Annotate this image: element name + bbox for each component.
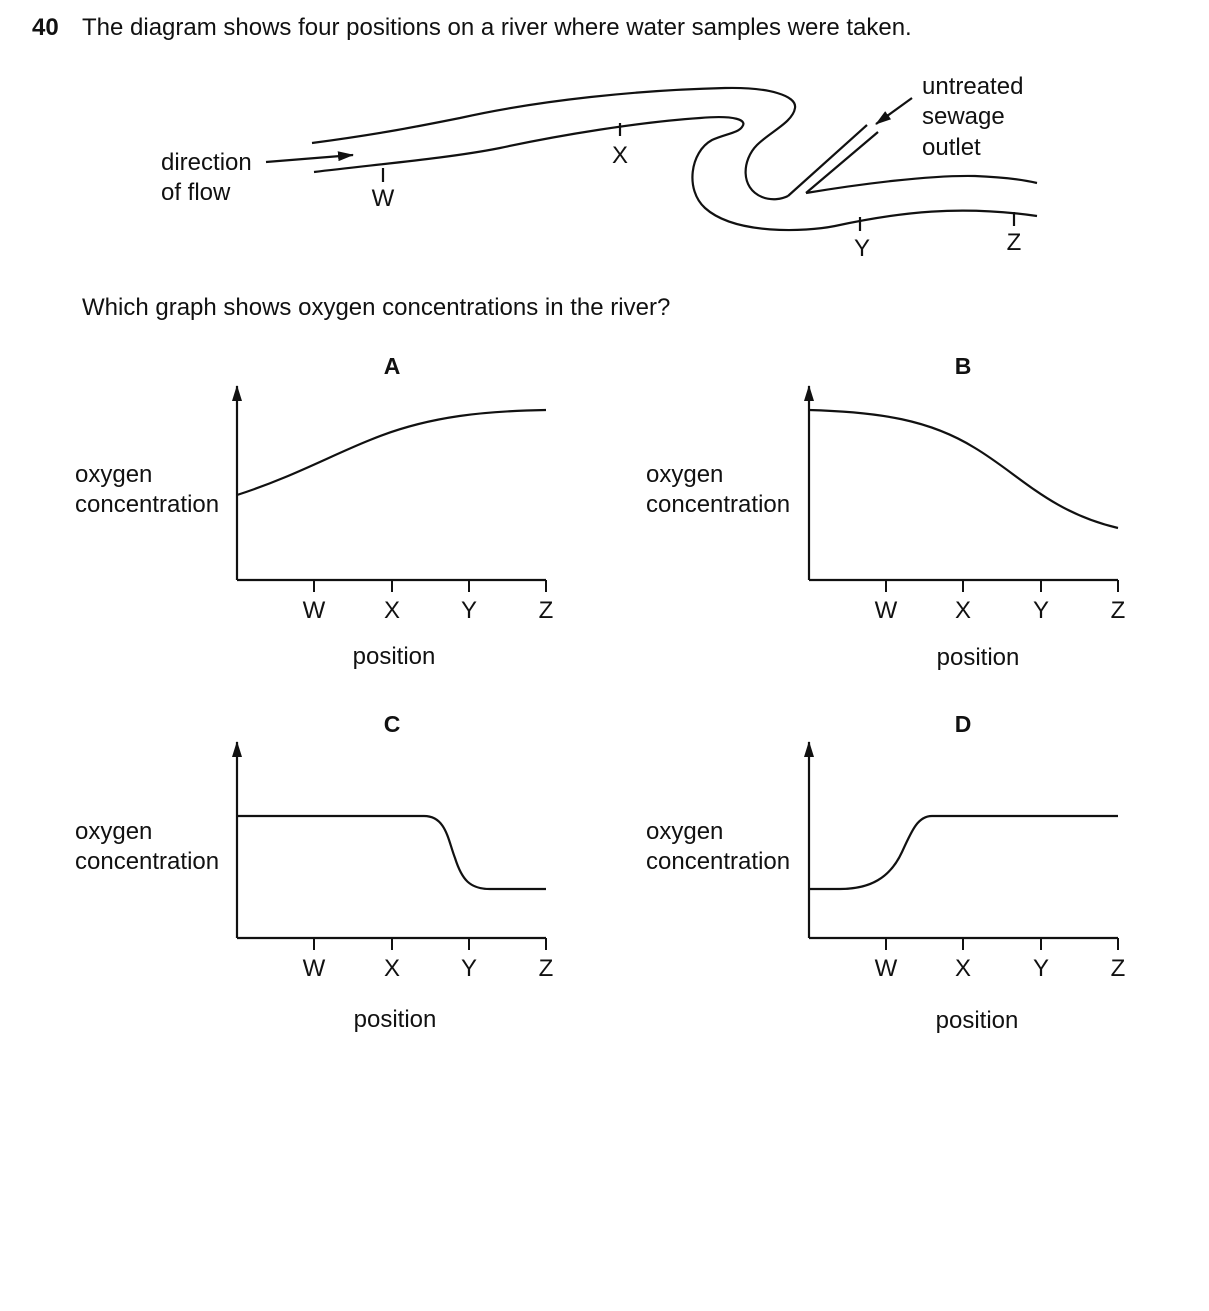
outlet-label-line2: sewage [922,103,1005,130]
graph-b-curve [809,410,1118,528]
graph-a-tick-label-w: W [302,597,326,624]
position-z-label: Z [1006,229,1022,256]
graph-d-tick-label-y: Y [1032,955,1050,982]
graph-a-ylabel-line2: concentration [75,491,220,518]
river-upper-bank [312,88,795,199]
graph-c [75,711,553,1033]
graph-c-tick-label-y: Y [460,955,478,982]
graph-b-tick-label-w: W [874,597,898,624]
graph-a-tick-label-y: Y [460,597,478,624]
graph-d-xlabel: position [935,1007,1019,1034]
graph-c-letter: C [383,711,401,737]
graph-c-tick-label-z: Z [538,955,554,982]
graph-b-tick-label-x: X [954,597,972,624]
graph-c-ylabel-line1: oxygen [75,818,153,845]
outlet-arrow [876,98,912,124]
graph-d-tick-label-z: Z [1110,955,1126,982]
graph-a [75,353,553,670]
graph-d-tick-label-w: W [874,955,898,982]
graph-b-ylabel-line2: concentration [646,491,791,518]
position-w-label: W [371,185,395,212]
flow-label-line2: of flow [161,179,231,206]
graph-a-letter: A [383,353,401,379]
graph-d-ylabel-line2: concentration [646,848,791,875]
graph-a-curve [237,410,546,495]
outlet-label-line3: outlet [922,134,981,161]
graph-b [646,353,1125,671]
graph-a-tick-label-x: X [383,597,401,624]
graph-d [646,711,1125,1034]
graph-d-letter: D [954,711,972,737]
river-right-bank [806,176,1037,193]
graph-c-curve [237,816,546,889]
graph-b-ylabel-line1: oxygen [646,461,724,488]
graph-d-tick-label-x: X [954,955,972,982]
graph-c-tick-label-x: X [383,955,401,982]
question-prompt: Which graph shows oxygen concentrations in the river? [82,294,671,321]
graph-a-ylabel-line1: oxygen [75,461,153,488]
question-stem: The diagram shows four positions on a river where water samples were taken. [82,14,912,41]
flow-label-line1: direction [161,149,252,176]
graph-c-tick-label-w: W [302,955,326,982]
position-x-label: X [611,142,629,169]
flow-arrow [266,155,353,162]
graph-a-tick-label-z: Z [538,597,554,624]
graph-b-letter: B [954,353,972,379]
graph-d-ylabel-line1: oxygen [646,818,724,845]
graph-a-xlabel: position [352,643,436,670]
outlet-label-line1: untreated [922,73,1024,100]
graph-b-tick-label-y: Y [1032,597,1050,624]
graph-d-curve [809,816,1118,889]
position-y-label: Y [853,235,871,262]
graph-b-tick-label-z: Z [1110,597,1126,624]
graph-b-xlabel: position [936,644,1020,671]
question-number: 40 [32,14,59,41]
graph-c-ylabel-line2: concentration [75,848,220,875]
graph-c-xlabel: position [353,1006,437,1033]
